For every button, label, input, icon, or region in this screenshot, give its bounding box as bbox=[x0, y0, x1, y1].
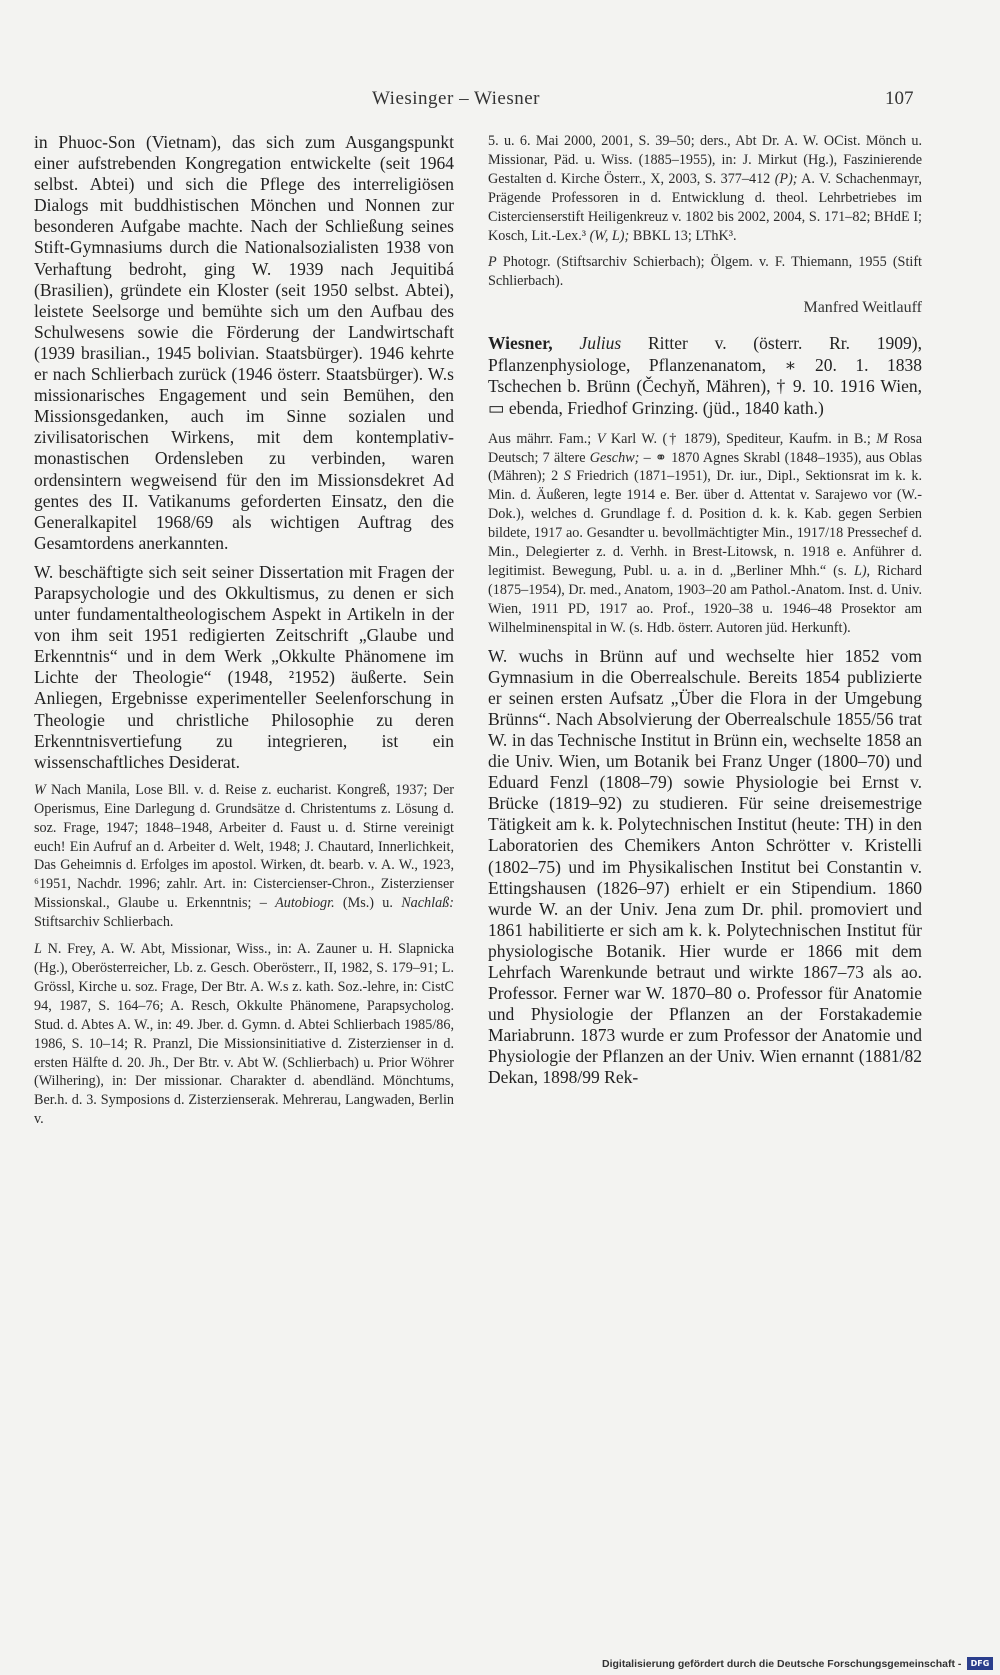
entry-heading bbox=[488, 333, 922, 419]
family-l: L), bbox=[853, 562, 871, 579]
dfg-logo-icon: DFG bbox=[967, 1657, 993, 1670]
works-marker: W bbox=[34, 781, 46, 798]
literature-continued-b: A. V. Schachenmayr, Prägende Professoren in d. Entwicklung d. theol. Lehrbetriebes im Cistercienserstift Heiligenkreuz v. 1802 bis 2002, 2004, S. 171–82; BHdE I; Kosch, Lit.-Lex.³ bbox=[488, 170, 922, 244]
works-text: Nach Manila, Lose Bll. v. d. Reise z. eucharist. Kongreß, 1937; Der Operismus, Eine Darlegung d. Grundsätze d. Christentums z. Lösung d. soz. Frage, 1947; 1848–1948, Arbeiter d. Faust u. d. Stirne vereinigt euch! Ein Aufruf an d. Arbeiter d. Welt, 1948; J. Chautard, Innerlichkeit, Das Geheimnis d. Erfolges im apostol. Wirken, dt. bearb. v. A. W., 1923, ⁶1951, Nachdr. 1996; zahlr. Art. in: Cistercienser-Chron., Zisterzienser Missionskal., Glaube u. Erkenntnis; – bbox=[34, 781, 454, 912]
family-c: Rosa Deutsch; 7 ältere bbox=[488, 430, 922, 466]
literature-continued-a: 5. u. 6. Mai 2000, 2001, S. 39–50; ders., Abt Dr. A. W. OCist. Mönch u. Missionar, Päd. u. Wiss. (1885–1955), in: J. Mirkut (Hg.), Faszinierende Gestalten d. Kirche Österr., X, 2003, S. 377–412 bbox=[488, 133, 922, 187]
entry-firstname: Julius bbox=[579, 333, 622, 354]
running-header bbox=[0, 88, 1000, 114]
literature-text: N. Frey, A. W. Abt, Missionar, Wiss., in: A. Zauner u. H. Slapnicka (Hg.), Oberösterreicher, Lb. z. Gesch. Oberösterr., II, 1982, S. 179–91; L. Grössl, Kirche u. soz. Frage, Der Btr. A. W.s z. kath. Soz.-lehre, in: CistC 94, 1987, S. 164–76; A. Resch, Okkulte Phänomene, Parapsycholog. Stud. d. Abtes A. W., in: 49. Jber. d. Gymn. d. Abtei Schlierbach 1985/86, 1986, S. 10–14; R. Pranzl, Die Missionsinitiative d. Zisterzienser in d. ersten Hälfte d. 20. Jh., Der Btr. v. Abt W. (Schlierbach) u. Prior Wöhrer (Wilhering), in: Der missionar. Charakter d. abendländ. Mönchtums, Ber.h. d. 3. Symposions d. Zisterzienserak. Mehrerau, Langwaden, Berlin v. bbox=[34, 941, 454, 1128]
body-paragraph: W. wuchs in Brünn auf und wechselte hier 1852 vom Gymnasium in die Oberrealschule. Bereits 1854 publizierte er seinen ersten Aufsatz „Über die Flora in der Umgebung Brünns“. Nach Absolvierung der Oberrealschule 1855/56 trat W. in das Technische Institut in Brünn ein, wechselte 1858 an die Univ. Wien, um Botanik bei Franz Unger (1800–70) und Eduard Fenzl (1808–79) sowie Physiologie bei Ernst v. Brücke (1819–92) zu studieren. Für seine dreisemestrige Tätigkeit am k. k. Polytechnischen Institut (heute: TH) in den Laboratorien des Chemikers Anton Schrötter v. Kristelli (1802–75) und im Physikalischen Institut bei Constantin v. Ettingshausen (1826–97) erhielt er ein Stipendium. 1860 wurde W. an der Univ. Jena zum Dr. phil. promoviert und 1861 habilitierte er sich am k. k. Polytechnischen Institut für physiologische Botanik. Hier wurde er 1866 mit dem Lehrfach Warenkunde betraut und wirkte 1867–73 als ao. Professor. Ferner war W. 1870–80 o. Professor für Anatomie und Physiologie der Pflanzen an der Forstakademie Mariabrunn. 1873 wurde er zum Professor der Anatomie und Physiologie der Pflanzen an der Univ. Wien ernannt (1881/82 Dekan, 1898/99 Rek- bbox=[488, 645, 922, 1088]
portrait-marker: P bbox=[488, 254, 497, 271]
family-section bbox=[488, 430, 922, 638]
family-s: S bbox=[563, 468, 571, 485]
literature-section bbox=[34, 940, 454, 1129]
portrait-section bbox=[488, 253, 922, 291]
page-number: 107 bbox=[885, 88, 914, 109]
works-nachlass: Nachlaß: bbox=[401, 895, 454, 912]
literature-continued-wl: (W, L); bbox=[589, 227, 630, 244]
paragraph-2: W. beschäftigte sich seit seiner Dissertation mit Fragen der Parapsychologie und des Okkultismus, zu denen er sich unter fundamentaltheologischem Aspekt in Artikeln in der von ihm seit 1951 redigierten Zeitschrift „Glaube und Erkenntnis“ und in dem Werk „Okkulte Phänomene im Lichte der Theologie“ (1948, ²1952) äußerte. Sein Anliegen, Ergebnisse experimenteller Seelenforschung in Theologie und christliche Philosophie zu deren Erkenntnisvertiefung zu integrieren, ist ein wissenschaftliches Desiderat. bbox=[34, 561, 454, 772]
family-f: Richard (1875–1954), Dr. med., Anatom, 1903–20 am Pathol.-Anatom. Inst. d. Univ. Wien, 1911 PD, 1917 ao. Prof., 1920–38 u. 1946–48 Prosektor am Wilhelminenspital in W. (s. Hdb. österr. Autoren jüd. Herkunft). bbox=[488, 562, 922, 636]
literature-continued-c: BBKL 13; LThK³. bbox=[629, 227, 737, 244]
literature-continued-p: (P); bbox=[774, 170, 798, 187]
footer-credit: Digitalisierung gefördert durch die Deutsche Forschungsgemeinschaft - bbox=[602, 1658, 962, 1670]
left-column bbox=[34, 132, 454, 1137]
family-a: Aus mährr. Fam.; bbox=[488, 430, 597, 447]
works-end: Stiftsarchiv Schlierbach. bbox=[34, 914, 174, 931]
family-geschw: Geschw; bbox=[589, 449, 640, 466]
right-column bbox=[488, 132, 922, 1097]
family-b: Karl W. († 1879), Spediteur, Kaufm. in B.; bbox=[605, 430, 877, 447]
paragraph-1: in Phuoc-Son (Vietnam), das sich zum Ausgangspunkt einer aufstrebenden Kongregation entwickelte (seit 1964 selbst. Abtei) und sich die Pflege des interreligiösen Dialogs mit buddhistischen Mönchen und Nonnen zur besonderen Aufgabe machte. Nach der Schließung seines Stift-Gymnasiums durch die Nationalsozialisten 1938 von Verhaftung bedroht, ging W. 1939 nach Jequitibá (Brasilien), gründete ein Kloster (seit 1950 selbst. Abtei), leistete Seelsorge und bemühte sich um den Aufbau des Schulwesens sowie die Förderung der Landwirtschaft (1939 brasilian., 1945 bolivian. Staatsbürger). 1946 kehrte er nach Schlierbach zurück (1946 österr. Staatsbürger). W.s missionarisches Engagement und sein Bemühen, den Missionsgedanken, auch im Sinne sozialen und zivilisatorischen Wirkens, mit dem kontemplativ-monastischen Ordensleben zu verbinden, waren ordensintern wegweisend für den im Missionsdekret Ad gentes des II. Vatikanums geforderten Einsatz, den die Generalkapitel 1968/69 als wichtigen Auftrag des Gesamtordens anerkannten. bbox=[34, 132, 454, 553]
family-d: – ⚭ 1870 Agnes Skrabl (1848–1935), aus Oblas (Mähren); 2 bbox=[488, 449, 922, 485]
works-section bbox=[34, 781, 454, 932]
works-autobiogr: Autobiogr. bbox=[275, 895, 335, 912]
entry-surname: Wiesner, bbox=[488, 333, 553, 354]
entry-dates: Ritter v. (österr. Rr. 1909), Pflanzenphysiologe, Pflanzenanatom, ∗ 20. 1. 1838 Tschechen b. Brünn (Čechyň, Mähren), † 9. 10. 1916 Wien, ▭ ebenda, Friedhof Grinzing. (jüd., 1840 kath.) bbox=[488, 333, 922, 419]
running-title: Wiesinger – Wiesner bbox=[372, 88, 541, 109]
family-v: V bbox=[596, 430, 606, 447]
family-m: M bbox=[876, 430, 889, 447]
literature-continued bbox=[488, 132, 922, 245]
family-e: Friedrich (1871–1951), Dr. iur., Dipl., Sektionsrat im k. k. Min. d. Äußeren, legte 1914 e. Ber. über d. Attentat v. Sarajewo vor (W.-Dok.), welches d. Grundlage f. d. Position d. k. k. Kab. gegen Serbien bildete, 1917 ao. Gesandter u. bevollmächtigter Min., 1917/18 Pressechef d. Min., Delegierter z. d. Verhh. in Brest-Litowsk, n. 1918 e. Anführer d. legitimist. Bewegung, Publ. u. a. in d. „Berliner Mhh.“ (s. bbox=[488, 468, 923, 579]
literature-marker: L bbox=[34, 941, 42, 958]
works-ms: (Ms.) u. bbox=[334, 895, 402, 912]
portrait-text: Photogr. (Stiftsarchiv Schierbach); Ölgem. v. F. Thiemann, 1955 (Stift Schlierbach). bbox=[488, 254, 922, 290]
author-signature: Manfred Weitlauff bbox=[803, 299, 922, 317]
